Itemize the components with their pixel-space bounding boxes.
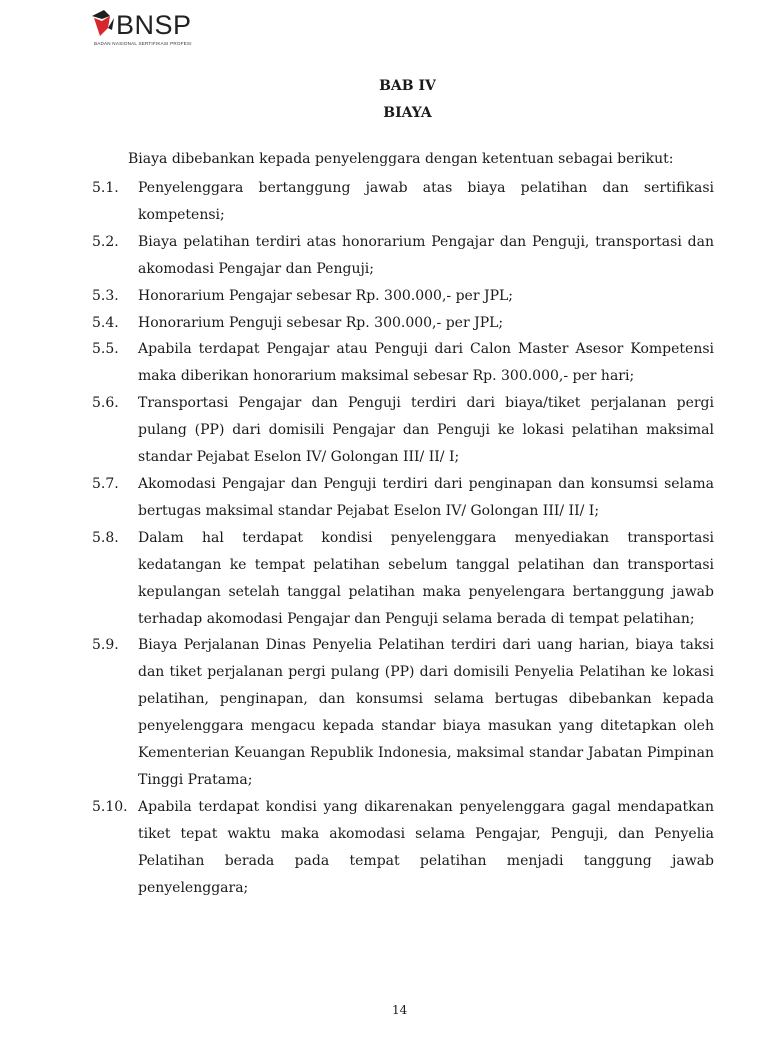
bnsp-logo xyxy=(90,6,250,52)
list-item xyxy=(92,794,714,902)
item-number: 5.10. xyxy=(92,798,128,815)
list-item xyxy=(92,310,714,337)
item-number: 5.7. xyxy=(92,475,119,492)
chapter-title: BIAYA xyxy=(383,105,432,121)
item-number: 5.3. xyxy=(92,287,119,304)
list-item xyxy=(92,175,714,229)
item-text: Apabila terdapat Pengajar atau Penguji dari Calon Master Asesor Kompetensi maka diberikan honorarium maksimal sebesar Rp. 300.000,- per hari; xyxy=(138,341,714,385)
intro-paragraph: Biaya dibebankan kepada penyelenggara dengan ketentuan sebagai berikut: xyxy=(128,151,674,167)
list-item xyxy=(92,632,714,793)
cost-provisions-list xyxy=(92,175,714,901)
list-item xyxy=(92,390,714,471)
item-number: 5.8. xyxy=(92,529,119,546)
list-item xyxy=(92,283,714,310)
item-text: Penyelenggara bertanggung jawab atas biaya pelatihan dan sertifikasi kompetensi; xyxy=(138,180,714,223)
item-number: 5.1. xyxy=(92,180,119,196)
item-text: Biaya pelatihan terdiri atas honorarium Pengajar dan Penguji, transportasi dan akomodasi Pengajar dan Penguji; xyxy=(138,233,714,277)
list-item xyxy=(92,471,714,525)
list-item xyxy=(92,229,714,283)
item-number: 5.4. xyxy=(92,314,119,331)
item-number: 5.9. xyxy=(92,637,119,654)
item-text: Biaya Perjalanan Dinas Penyelia Pelatihan terdiri dari uang harian, biaya taksi dan tiket perjalanan pergi pulang (PP) dari domisili Penyelia Pelatihan ke lokasi pelatihan, penginapan, dan konsumsi selama bertugas dibebankan kepada penyelenggara mengacu kepada standar biaya masukan yang ditetapkan oleh Kementerian Keuangan Republik Indonesia, maksimal standar Jabatan Pimpinan Tinggi Pratama; xyxy=(138,637,714,788)
logo-name: BNSP xyxy=(116,10,192,40)
list-item xyxy=(92,336,714,390)
item-text: Honorarium Penguji sebesar Rp. 300.000,- per JPL; xyxy=(138,314,504,331)
logo-subtitle: BADAN NASIONAL SERTIFIKASI PROFESI xyxy=(94,41,192,46)
item-number: 5.6. xyxy=(92,395,119,412)
item-text: Akomodasi Pengajar dan Penguji terdiri dari penginapan dan konsumsi selama bertugas maksimal standar Pejabat Eselon IV/ Golongan III/ II/ I; xyxy=(138,475,714,519)
list-item xyxy=(92,525,714,633)
chapter-number: BAB IV xyxy=(379,78,436,94)
item-text: Apabila terdapat kondisi yang dikarenakan penyelenggara gagal mendapatkan tiket tepat waktu maka akomodasi selama Pengajar, Penguji, dan Penyelia Pelatihan berada pada tempat pelatihan menjadi tanggung jawab penyelenggara; xyxy=(138,798,714,896)
item-text: Dalam hal terdapat kondisi penyelenggara menyediakan transportasi kedatangan ke tempat pelatihan sebelum tanggal pelatihan dan transportasi kepulangan setelah tanggal pelatihan maka penyelengara bertanggung jawab terhadap akomodasi Pengajar dan Penguji selama berada di tempat pelatihan; xyxy=(138,529,714,627)
item-text: Honorarium Pengajar sebesar Rp. 300.000,- per JPL; xyxy=(138,287,514,304)
item-number: 5.2. xyxy=(92,233,119,250)
bnsp-emblem-icon xyxy=(90,6,118,38)
item-number: 5.5. xyxy=(92,341,119,358)
item-text: Transportasi Pengajar dan Penguji terdiri dari biaya/tiket perjalanan pergi pulang (PP) dari domisili Pengajar dan Penguji ke lokasi pelatihan maksimal standar Pejabat Eselon IV/ Golongan III/ II/ I; xyxy=(138,395,714,466)
page-number: 14 xyxy=(392,1003,408,1017)
